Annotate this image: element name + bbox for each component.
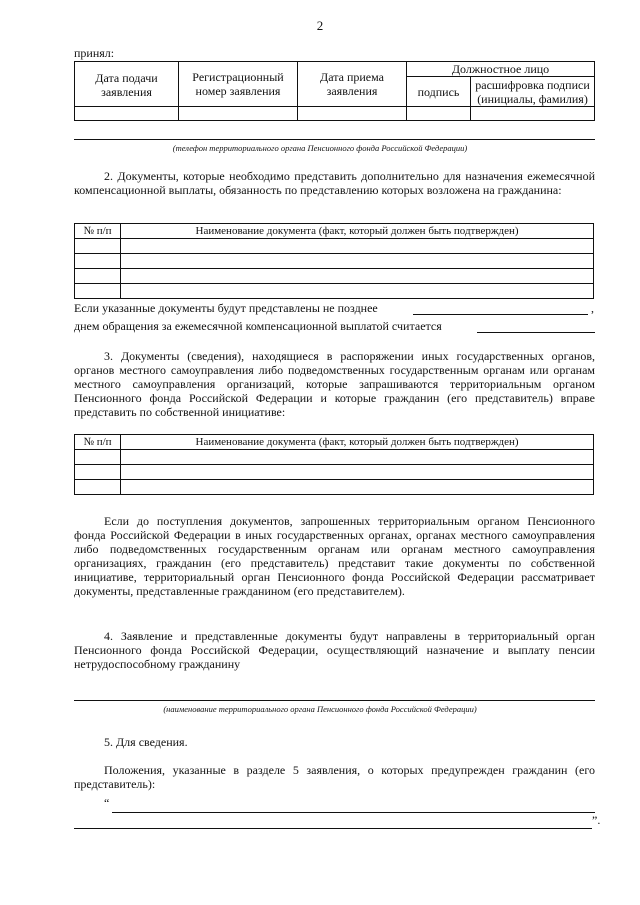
table-cell[interactable] — [121, 269, 594, 284]
application-date-field[interactable] — [477, 332, 595, 333]
quote-close: ”. — [592, 813, 601, 827]
section-2-col-num: № п/п — [75, 224, 121, 239]
table-cell[interactable] — [121, 450, 594, 465]
header-signature: подпись — [407, 77, 471, 107]
cell-reg-number[interactable] — [179, 107, 298, 121]
table-cell[interactable] — [75, 269, 121, 284]
table-cell[interactable] — [121, 239, 594, 254]
section-3-col-num: № п/п — [75, 435, 121, 450]
section-5-title: 5. Для сведения. — [104, 735, 188, 749]
table-cell[interactable] — [75, 450, 121, 465]
provisions-line-2[interactable] — [74, 828, 592, 829]
page-number: 2 — [316, 18, 324, 33]
cell-signature[interactable] — [407, 107, 471, 121]
accepted-label: принял: — [74, 46, 115, 60]
header-reg-number: Регистрационный номер заявления — [179, 62, 298, 107]
header-receipt-date: Дата приема заявления — [298, 62, 407, 107]
header-official: Должностное лицо — [407, 62, 595, 77]
territorial-body-line[interactable] — [74, 700, 595, 701]
table-cell[interactable] — [75, 284, 121, 299]
section-2-table — [74, 223, 594, 299]
table-cell[interactable] — [75, 239, 121, 254]
deadline-line-1: Если указанные документы будут представлены не позднее — [74, 301, 378, 315]
phone-line[interactable] — [74, 139, 595, 140]
table-cell[interactable] — [121, 480, 594, 495]
cell-signature-decode[interactable] — [471, 107, 595, 121]
table-cell[interactable] — [75, 480, 121, 495]
provisions-line-1[interactable] — [112, 812, 595, 813]
section-3-col-name: Наименование документа (факт, который должен быть подтвержден) — [121, 435, 594, 450]
section-2-col-name: Наименование документа (факт, который должен быть подтвержден) — [121, 224, 594, 239]
acceptance-table — [74, 61, 595, 121]
table-cell[interactable] — [75, 465, 121, 480]
section-3-text: 3. Документы (сведения), находящиеся в распоряжении иных государственных органов, органов местного самоуправления либо подведомственных государственным органам или органам местного самоуправления организаций, которые запрашиваются территориальным органом Пенсионного фонда Российской Федерации и которые гражданин (его представитель) вправе представить по собственной инициативе: — [74, 349, 595, 419]
header-signature-decode: расшифровка подписи (инициалы, фамилия) — [471, 77, 595, 107]
header-submit-date: Дата подачи заявления — [75, 62, 179, 107]
territorial-body-caption: (наименование территориального органа Пенсионного фонда Российской Федерации) — [163, 704, 477, 714]
table-cell[interactable] — [75, 254, 121, 269]
table-cell[interactable] — [121, 284, 594, 299]
section-3-note: Если до поступления документов, запрошенных территориальным органом Пенсионного фонда Российской Федерации в иных государственных органах, органах местного самоуправления либо подведомственных государственным органам или органам местного самоуправления организациях, гражданин (его представитель) представит такие документы по собственной инициативе, территориальный орган Пенсионного фонда Российской Федерации рассматривает документы, представленные гражданином (его представителем). — [74, 514, 595, 598]
cell-receipt-date[interactable] — [298, 107, 407, 121]
cell-submit-date[interactable] — [75, 107, 179, 121]
section-5-text: Положения, указанные в разделе 5 заявления, о которых предупрежден гражданин (его представитель): — [74, 763, 595, 791]
table-cell[interactable] — [121, 465, 594, 480]
section-2-text: 2. Документы, которые необходимо представить дополнительно для назначения ежемесячной компенсационной выплаты, обязанность по представлению которых возложена на гражданина: — [74, 169, 595, 197]
phone-caption: (телефон территориального органа Пенсионного фонда Российской Федерации) — [172, 143, 468, 153]
table-cell[interactable] — [121, 254, 594, 269]
deadline-line-2: днем обращения за ежемесячной компенсационной выплатой считается — [74, 319, 442, 333]
deadline-date-field[interactable] — [413, 314, 588, 315]
section-3-table — [74, 434, 594, 495]
comma: , — [591, 301, 594, 315]
section-4-text: 4. Заявление и представленные документы будут направлены в территориальный орган Пенсионного фонда Российской Федерации, осуществляющий назначение и выплату пенсии нетрудоспособному гражданину — [74, 629, 595, 671]
quote-open: “ — [104, 796, 110, 810]
